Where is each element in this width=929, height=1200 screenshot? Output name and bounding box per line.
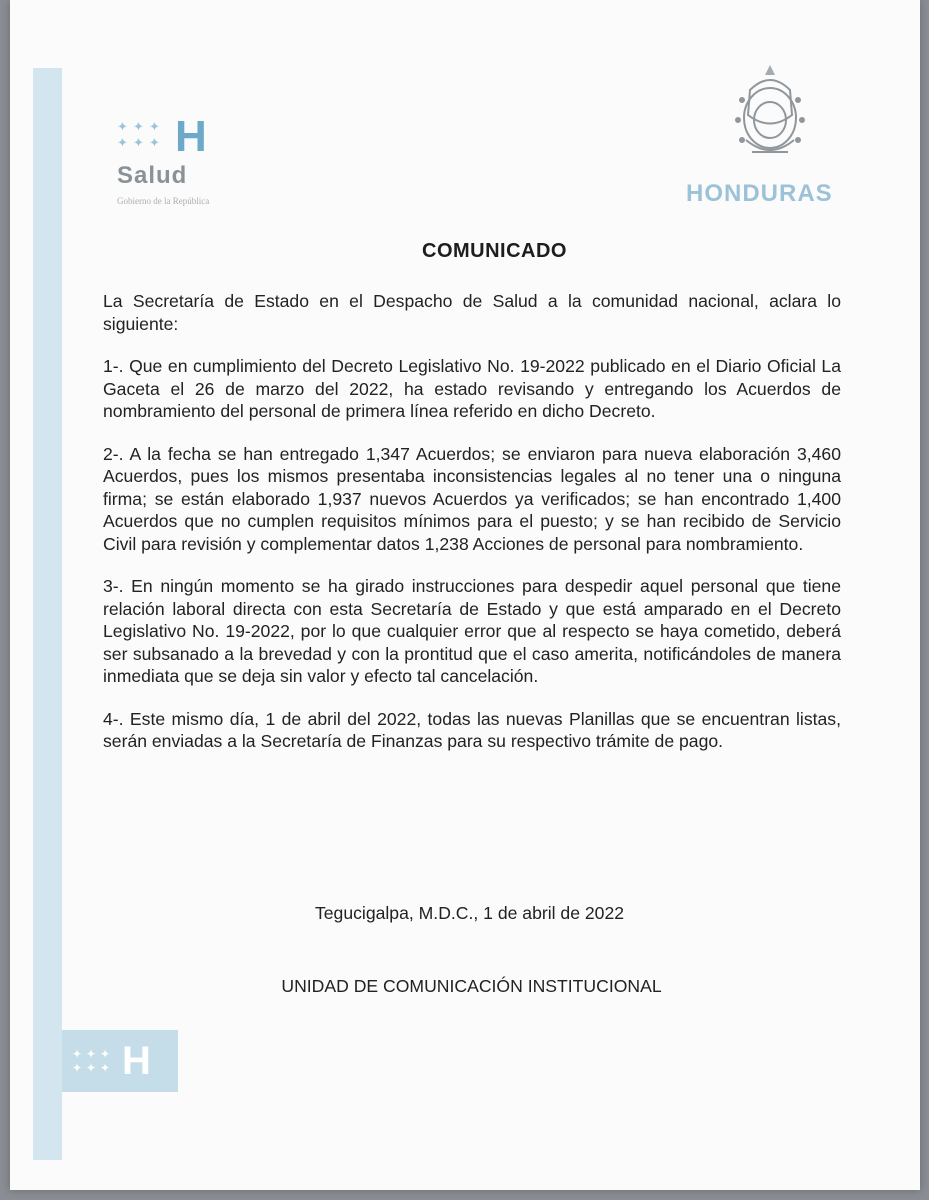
point-4: 4-. Este mismo día, 1 de abril del 2022, todas las nuevas Planillas que se encuentran listas, serán enviadas a la Secretaría de Finanzas para su respectivo trámite de pago. (103, 708, 841, 751)
honduras-wordmark: HONDURAS (686, 180, 833, 207)
footer-h-mark (62, 1030, 178, 1092)
point-2: 2-. A la fecha se han entregado 1,347 Acuerdos; se enviaron para nueva elaboración 3,460 Acuerdos, pues los mismos presentaba inconsistencias legales al no tener una o ninguna firma; se están elaborado 1,937 nuevos Acuerdos ya verificados; se han encontrado 1,400 Acuerdos que no cumplen requisitos mínimos para el puesto; y se han recibido de Servicio Civil para revisión y complementar datos 1,238 Acciones de personal para nombramiento. (103, 443, 841, 554)
salud-wordmark: Salud (117, 162, 188, 189)
footer-h-letter: H (122, 1039, 151, 1083)
intro-paragraph: La Secretaría de Estado en el Despacho de Salud a la comunidad nacional, aclara lo siguiente: (103, 291, 841, 334)
footer-stars-icon: ✦ ✦ ✦ ✦ ✦ ✦ (72, 1047, 111, 1075)
stars-icon: ✦ ✦ ✦ ✦ ✦ ✦ (117, 119, 160, 150)
h-logo-letter: H (175, 112, 207, 161)
coat-of-arms-icon (720, 60, 820, 180)
place-date: Tegucigalpa, M.D.C., 1 de abril de 2022 (314, 903, 625, 923)
document-body (103, 290, 841, 773)
signature-unit: UNIDAD DE COMUNICACIÓN INSTITUCIONAL (281, 976, 662, 996)
salud-subtitle: Gobierno de la República (117, 196, 210, 206)
salud-logo (115, 112, 265, 212)
point-3: 3-. En ningún momento se ha girado instrucciones para despedir aquel personal que tiene relación laboral directa con esta Secretaría de Estado y que está amparado en el Decreto Legislativo No. 19-2022, por lo que cualquier error que al respecto se haya cometido, deberá ser subsanado a la brevedad y con la prontitud que el caso amerita, notificándoles de manera inmediata que se deja sin valor y efecto tal cancelación. (103, 576, 841, 686)
document-title: COMUNICADO (422, 240, 567, 262)
point-1: 1-. Que en cumplimiento del Decreto Legislativo No. 19-2022 publicado en el Diario Oficial La Gaceta el 26 de marzo del 2022, ha estado revisando y entregando los Acuerdos de nombramiento del personal de primera línea referido en dicho Decreto. (103, 356, 841, 421)
